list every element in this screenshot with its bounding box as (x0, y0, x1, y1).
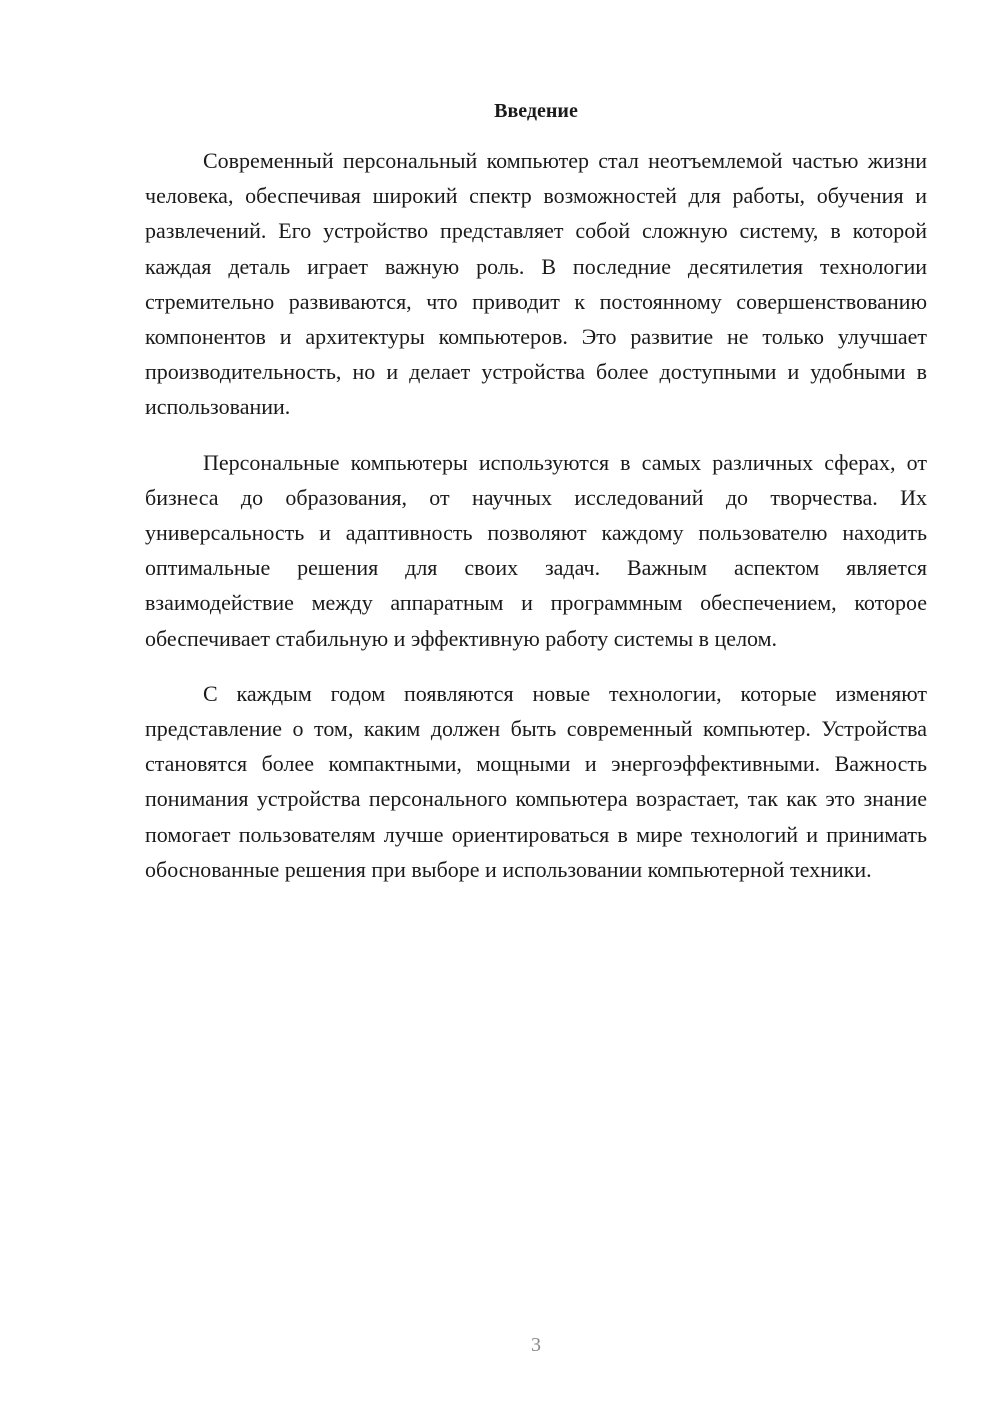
body-text (145, 143, 927, 907)
section-heading: Введение (494, 100, 578, 122)
paragraph-1: Современный персональный компьютер стал неотъемлемой частью жизни человека, обеспечивая широкий спектр возможностей для работы, обучения и развлечений. Его устройство представляет собой сложную систему, в которой каждая деталь играет важную роль. В последние десятилетия технологии стремительно развиваются, что приводит к постоянному совершенствованию компонентов и архитектуры компьютеров. Это развитие не только улучшает производительность, но и делает устройства более доступными и удобными в использовании. (145, 148, 927, 420)
page-number: 3 (531, 1334, 541, 1356)
paragraph-2: Персональные компьютеры используются в самых различных сферах, от бизнеса до образования, от научных исследований до творчества. Их универсальность и адаптивность позволяют каждому пользователю находить оптимальные решения для своих задач. Важным аспектом является взаимодействие между аппаратным и программным обеспечением, которое обеспечивает стабильную и эффективную работу системы в целом. (145, 449, 927, 651)
paragraph-3: С каждым годом появляются новые технологии, которые изменяют представление о том, каким должен быть современный компьютер. Устройства становятся более компактными, мощными и энергоэффективными. Важность понимания устройства персонального компьютера возрастает, так как это знание помогает пользователям лучше ориентироваться в мире технологий и принимать обоснованные решения при выборе и использовании компьютерной техники. (145, 680, 927, 882)
